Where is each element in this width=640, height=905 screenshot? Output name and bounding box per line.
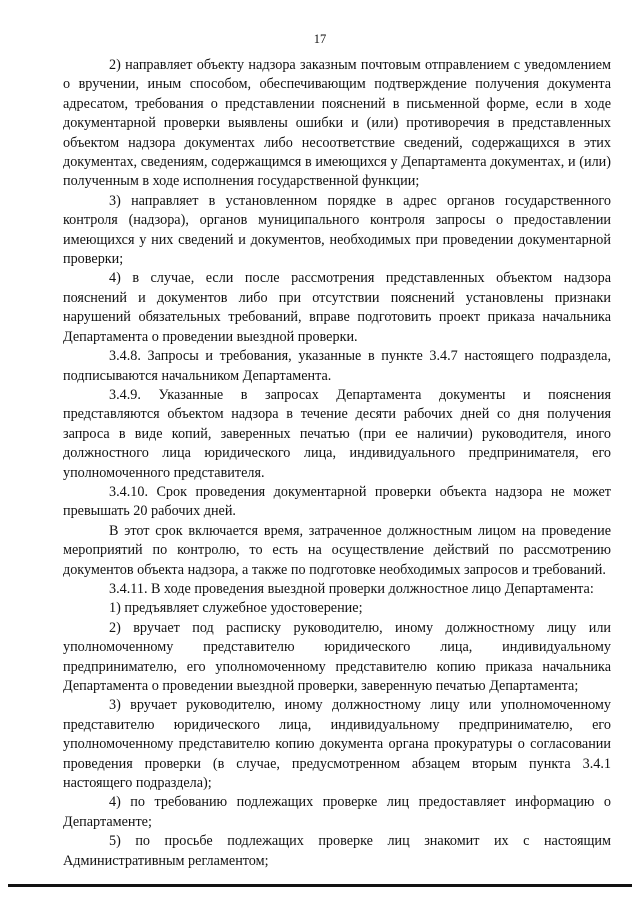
paragraph: 3) направляет в установленном порядке в адрес органов государственного контроля (надзора), органов муниципального контроля запросы о предоставлении имеющихся у них сведений и документов, необходимых при проведении документарной проверки; <box>63 192 611 268</box>
paragraph: 2) вручает под расписку руководителю, иному должностному лицу или уполномоченному представителю юридического лица, индивидуальному предпринимателю, его уполномоченному представителю копию приказа начальника Департамента о проведении выездной проверки, заверенную печатью Департамента; <box>63 619 611 694</box>
paragraph: 2) направляет объекту надзора заказным почтовым отправлением с уведомлением о вручении, иным способом, обеспечивающим подтверждение получения документа адресатом, требования о представлении пояснений в письменной форме, если в ходе документарной проверки выявлены ошибки и (или) противоречия в представленных объектом надзора документах либо несоответствие сведений, содержащихся в этих документах, сведениям, содержащимся в имеющихся у Департамента документах, и (или) полученным в ходе исполнения государственной функции; <box>63 57 611 190</box>
paragraph: 3.4.11. В ходе проведения выездной проверки должностное лицо Департамента: <box>109 580 594 597</box>
paragraph: 1) предъявляет служебное удостоверение; <box>109 600 363 617</box>
paragraph: 4) в случае, если после рассмотрения представленных объектом надзора пояснений и документов либо при отсутствии пояснений установлены признаки нарушений обязательных требований, вправе подготовить проект приказа начальника Департамента о проведении выездной проверки. <box>63 270 611 345</box>
paragraph: 3.4.9. Указанные в запросах Департамента документы и пояснения представляются объектом надзора в течение десяти рабочих дней со дня получения запроса в виде копий, заверенных печатью (при ее наличии) руководителя, иного должностного лица юридического лица, индивидуального предпринимателя, его уполномоченного представителя. <box>63 386 611 481</box>
document-body <box>63 56 611 871</box>
paragraph: 3.4.8. Запросы и требования, указанные в пункте 3.4.7 настоящего подраздела, подписываются начальником Департамента. <box>63 348 611 384</box>
paragraph: 4) по требованию подлежащих проверке лиц предоставляет информацию о Департаменте; <box>63 794 611 830</box>
paragraph: 5) по просьбе подлежащих проверке лиц знакомит их с настоящим Административным регламентом; <box>63 833 611 869</box>
paragraph: 3) вручает руководителю, иному должностному лицу или уполномоченному представителю юридического лица, индивидуальному предпринимателю, его уполномоченному представителю копию документа органа прокуратуры о согласовании проведения проверки (в случае, предусмотренном абзацем вторым пункта 3.4.1 настоящего подраздела); <box>63 697 611 792</box>
page-number: 17 <box>313 32 327 46</box>
paragraph: В этот срок включается время, затраченное должностным лицом на проведение мероприятий по контролю, то есть на осуществление действий по рассмотрению документов объекта надзора, а также по подготовке необходимых запросов и требований. <box>63 522 611 578</box>
paragraph: 3.4.10. Срок проведения документарной проверки объекта надзора не может превышать 20 рабочих дней. <box>63 483 611 520</box>
bottom-scan-border <box>8 884 632 887</box>
